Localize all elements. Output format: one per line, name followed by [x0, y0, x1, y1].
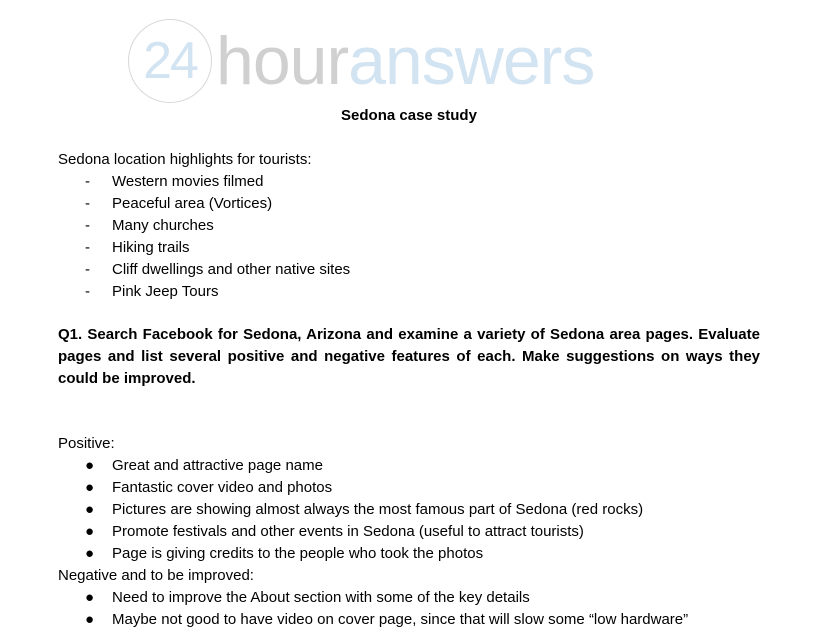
- dash-marker: -: [85, 173, 90, 190]
- list-item-text: Need to improve the About section with some of the key details: [112, 589, 530, 606]
- list-item: [58, 543, 643, 565]
- list-item-text: Peaceful area (Vortices): [112, 195, 273, 212]
- bullet-marker: ●: [85, 589, 95, 606]
- list-item: [58, 455, 643, 477]
- bullet-marker: ●: [85, 523, 95, 540]
- list-item-text: Pictures are showing almost always the most famous part of Sedona (red rocks): [112, 501, 644, 518]
- bullet-marker: ●: [85, 545, 95, 562]
- watermark-logo: [128, 18, 594, 104]
- bullet-marker: ●: [85, 479, 95, 496]
- list-item: [58, 215, 350, 237]
- bullet-marker: ●: [85, 501, 95, 518]
- list-item: [58, 521, 643, 543]
- negative-list: [58, 587, 688, 631]
- list-item-text: Western movies filmed: [112, 173, 264, 190]
- dash-marker: -: [85, 195, 90, 212]
- dash-marker: -: [85, 283, 90, 300]
- list-item-text: Promote festivals and other events in Sedona (useful to attract tourists): [112, 523, 584, 540]
- list-item: [58, 193, 350, 215]
- highlights-list: [58, 171, 350, 303]
- list-item: [58, 499, 643, 521]
- positive-list: [58, 455, 643, 565]
- document-title: Sedona case study: [341, 107, 477, 124]
- list-item-text: Maybe not good to have video on cover page, since that will slow some “low hardware”: [112, 611, 689, 628]
- bullet-marker: ●: [85, 457, 95, 474]
- dash-marker: -: [85, 261, 90, 278]
- list-item-text: Fantastic cover video and photos: [112, 479, 333, 496]
- list-item-text: Cliff dwellings and other native sites: [112, 261, 351, 278]
- bullet-marker: ●: [85, 611, 95, 628]
- list-item: [58, 281, 350, 303]
- list-item: [58, 259, 350, 281]
- question-text: Q1. Search Facebook for Sedona, Arizona and examine a variety of Sedona area pages. Evaluate pages and list several positive and negative features of each. Make suggestions on ways they could be improved.: [58, 326, 760, 387]
- list-item: [58, 171, 350, 193]
- list-item: [58, 477, 643, 499]
- dash-marker: -: [85, 217, 90, 234]
- highlights-intro: Sedona location highlights for tourists:: [58, 151, 312, 168]
- list-item-text: Great and attractive page name: [112, 457, 323, 474]
- negative-label: Negative and to be improved:: [58, 567, 254, 584]
- logo-word-hour: hour: [216, 23, 349, 99]
- list-item-text: Pink Jeep Tours: [112, 283, 219, 300]
- positive-label: Positive:: [58, 435, 115, 452]
- list-item-text: Hiking trails: [112, 239, 190, 256]
- dash-marker: -: [85, 239, 90, 256]
- list-item-text: Many churches: [112, 217, 214, 234]
- list-item: [58, 237, 350, 259]
- list-item-text: Page is giving credits to the people who took the photos: [112, 545, 484, 562]
- logo-wordmark: [216, 23, 595, 99]
- logo-circle: 24: [128, 19, 212, 103]
- list-item: [58, 609, 688, 631]
- list-item: [58, 587, 688, 609]
- logo-word-answers: answers: [348, 23, 595, 99]
